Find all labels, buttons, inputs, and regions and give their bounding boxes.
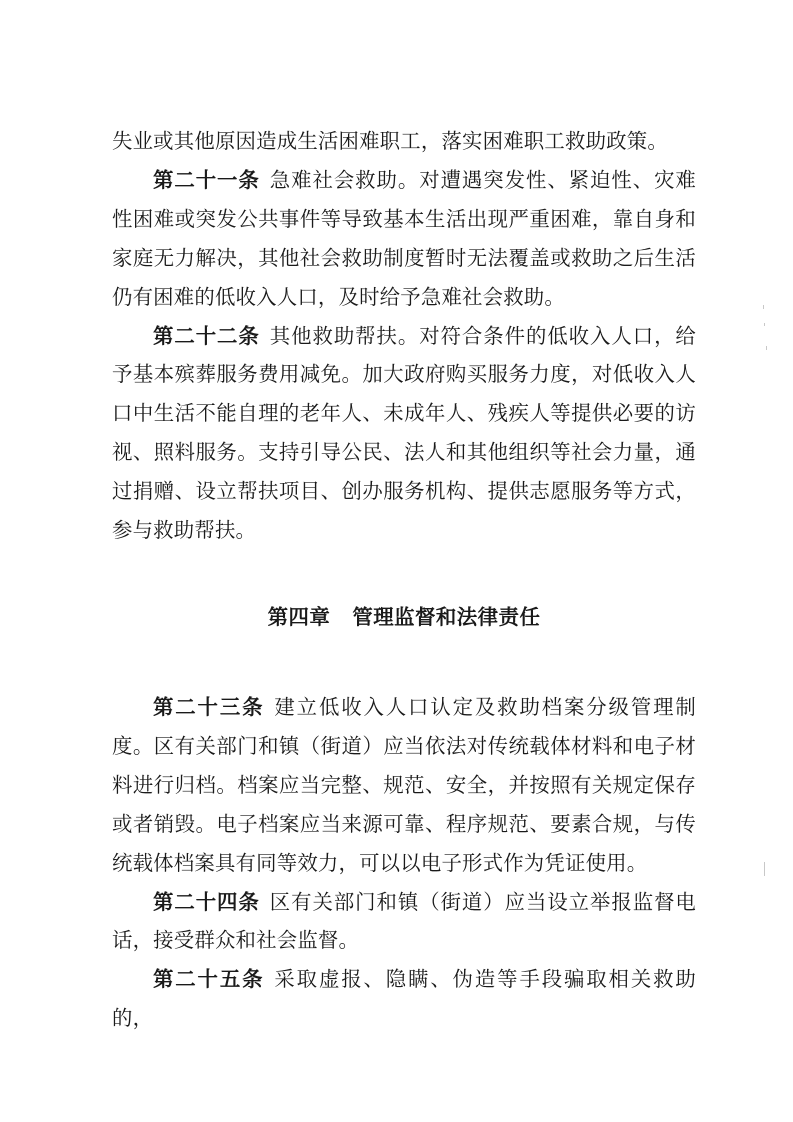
article-24	[112, 883, 696, 961]
article-25	[112, 960, 696, 1038]
chapter-number: 第四章	[267, 605, 331, 629]
article-25-number: 第二十五条	[153, 967, 265, 992]
chapter-title-text: 管理监督和法律责任	[352, 605, 541, 629]
article-23	[112, 688, 696, 883]
chapter-heading	[112, 598, 696, 636]
article-23-number: 第二十三条	[153, 695, 265, 719]
article-22-text: 其他救助帮扶。对符合条件的低收入人口，给予基本殡葬服务费用减免。加大政府购买服务力度，对低收入人口中生活不能自理的老年人、未成年人、残疾人等提供必要的访视、照料服务。支持引导公民、法人和其他组织等社会力量，通过捐赠、设立帮扶项目、创办服务机构、提供志愿服务等方式，参与救助帮扶。	[112, 323, 697, 543]
article-22-number: 第二十二条	[153, 323, 260, 348]
article-21-text: 急难社会救助。对遭遇突发性、紧迫性、灾难性困难或突发公共事件等导致基本生活出现严重困难，靠自身和家庭无力解决，其他社会救助制度暂时无法覆盖或救助之后生活仍有困难的低收入人口，及时给予急难社会救助。	[112, 167, 697, 309]
opening-line: 失业或其他原因造成生活困难职工，落实困难职工救助政策。	[112, 129, 668, 153]
scan-speck	[766, 346, 767, 350]
scan-speck	[764, 323, 765, 326]
scan-speck	[763, 305, 764, 309]
article-23-text: 建立低收入人口认定及救助档案分级管理制度。区有关部门和镇（街道）应当依法对传统载体材料和电子材料进行归档。档案应当完整、规范、安全，并按照有关规定保存或者销毁。电子档案应当来源可靠、程序规范、要素合规，与传统载体档案具有同等效力，可以以电子形式作为凭证使用。	[112, 695, 696, 875]
text-block-lower	[112, 688, 696, 1038]
article-24-number: 第二十四条	[153, 889, 260, 914]
article-22	[112, 317, 696, 550]
scan-speck	[764, 862, 765, 876]
article-21	[112, 161, 696, 317]
article-24-text: 区有关部门和镇（街道）应当设立举报监督电话，接受群众和社会监督。	[112, 889, 697, 953]
article-25-text: 采取虚报、隐瞒、伪造等手段骗取相关救助的，	[112, 967, 696, 1031]
article-21-number: 第二十一条	[153, 167, 260, 192]
text-block-upper	[112, 122, 696, 550]
